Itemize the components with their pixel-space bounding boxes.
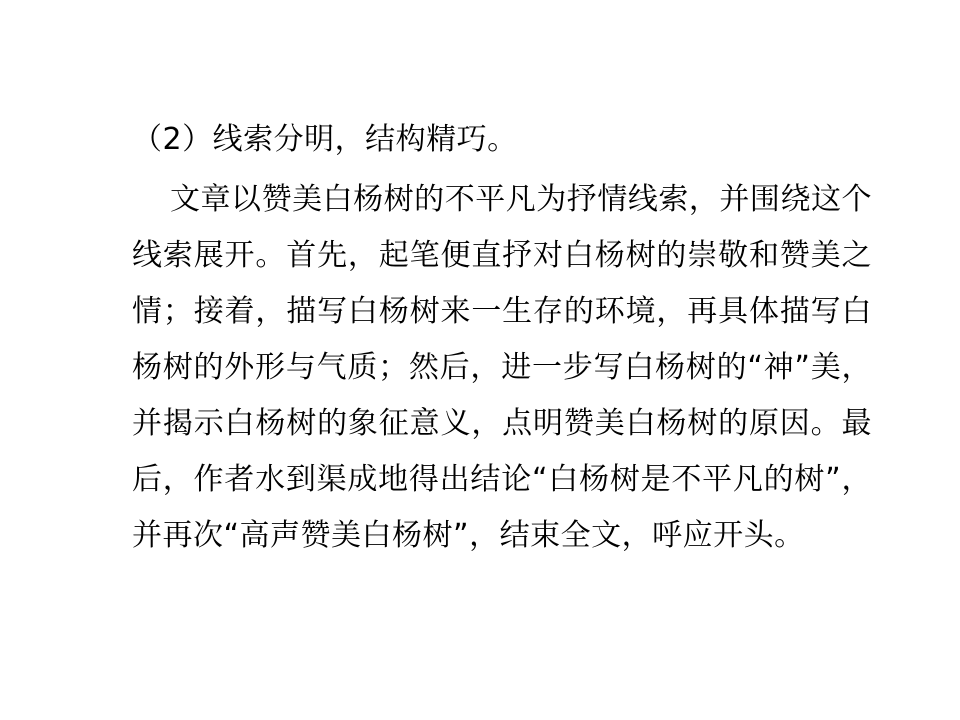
paragraph-body: 文章以赞美白杨树的不平凡为抒情线索，并围绕这个线索展开。首先，起笔便直抒对白杨树的崇敬和赞美之情；接着，描写白杨树来一生存的环境，再具体描写白杨树的外形与气质；然后，进一步写白杨树的“神”美，并揭示白杨树的象征意义，点明赞美白杨树的原因。最后，作者水到渠成地得出结论“白杨树是不平凡的树”，并再次“高声赞美白杨树”，结束全文，呼应开头。 xyxy=(132,182,872,553)
paragraph-heading: （2）线索分明，结构精巧。 xyxy=(132,122,518,157)
text-content-block xyxy=(132,112,872,564)
